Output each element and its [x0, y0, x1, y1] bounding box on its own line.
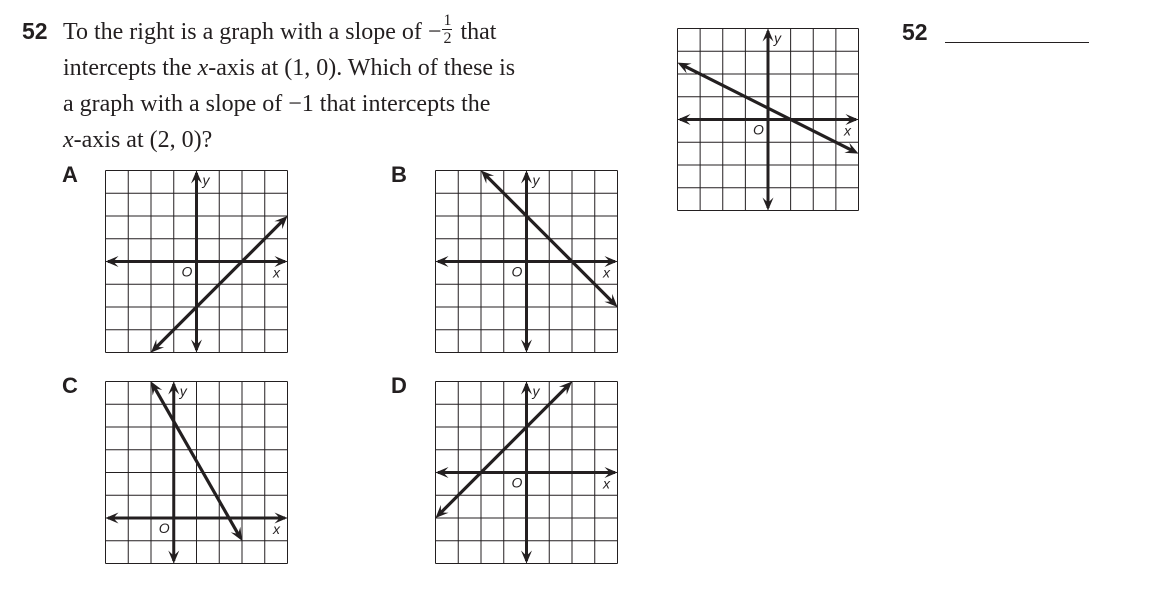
- y-axis-label: y: [532, 383, 540, 399]
- example-graph: [677, 28, 859, 211]
- stem-line-1-pre: To the right is a graph with a slope of −: [63, 19, 442, 45]
- choice-d-label: D: [391, 373, 407, 398]
- fraction-one-half: [442, 12, 452, 47]
- x-axis-label: x: [603, 264, 610, 281]
- origin-label: O: [753, 121, 764, 138]
- fraction-numerator: 1: [443, 11, 452, 29]
- stem-line-1: [63, 11, 623, 50]
- stem-line-4-post: -axis at (2, 0)?: [73, 127, 213, 153]
- answer-number: 52: [902, 19, 928, 45]
- choice-a-label: A: [62, 162, 78, 187]
- origin-label: O: [511, 263, 523, 280]
- x-axis-label: x: [273, 521, 280, 537]
- stem-line-2-var: x: [197, 55, 209, 81]
- fraction-denominator: 2: [443, 29, 452, 47]
- stem-line-2-post: -axis at (1, 0). Which of these is: [208, 55, 516, 81]
- question-number: 52: [22, 18, 48, 44]
- y-axis-label: y: [774, 30, 781, 46]
- stem-line-3: a graph with a slope of −1 that intercepts the: [63, 91, 491, 117]
- choice-c-label: C: [62, 373, 78, 398]
- stem-line-2-pre: intercepts the: [63, 55, 198, 81]
- origin-label: O: [511, 474, 523, 491]
- x-axis-label: x: [273, 264, 280, 281]
- question-stem: [63, 11, 623, 158]
- stem-line-1-post: that: [454, 19, 497, 45]
- stem-line-2: [63, 50, 623, 86]
- y-axis-label: y: [532, 172, 540, 188]
- choice-b-label: B: [391, 162, 407, 187]
- choice-c-graph[interactable]: [105, 381, 288, 564]
- stem-line-4: [63, 122, 623, 158]
- x-axis-label: x: [603, 475, 610, 492]
- choice-d-graph[interactable]: [435, 381, 618, 564]
- choice-b-graph[interactable]: [435, 170, 618, 353]
- x-axis-label: x: [844, 122, 851, 139]
- origin-label: O: [181, 263, 193, 280]
- choice-a-graph[interactable]: [105, 170, 288, 353]
- y-axis-label: y: [179, 383, 187, 399]
- stem-line-4-var: x: [63, 127, 74, 153]
- origin-label: O: [158, 520, 170, 536]
- y-axis-label: y: [202, 172, 210, 188]
- answer-blank[interactable]: [945, 42, 1089, 43]
